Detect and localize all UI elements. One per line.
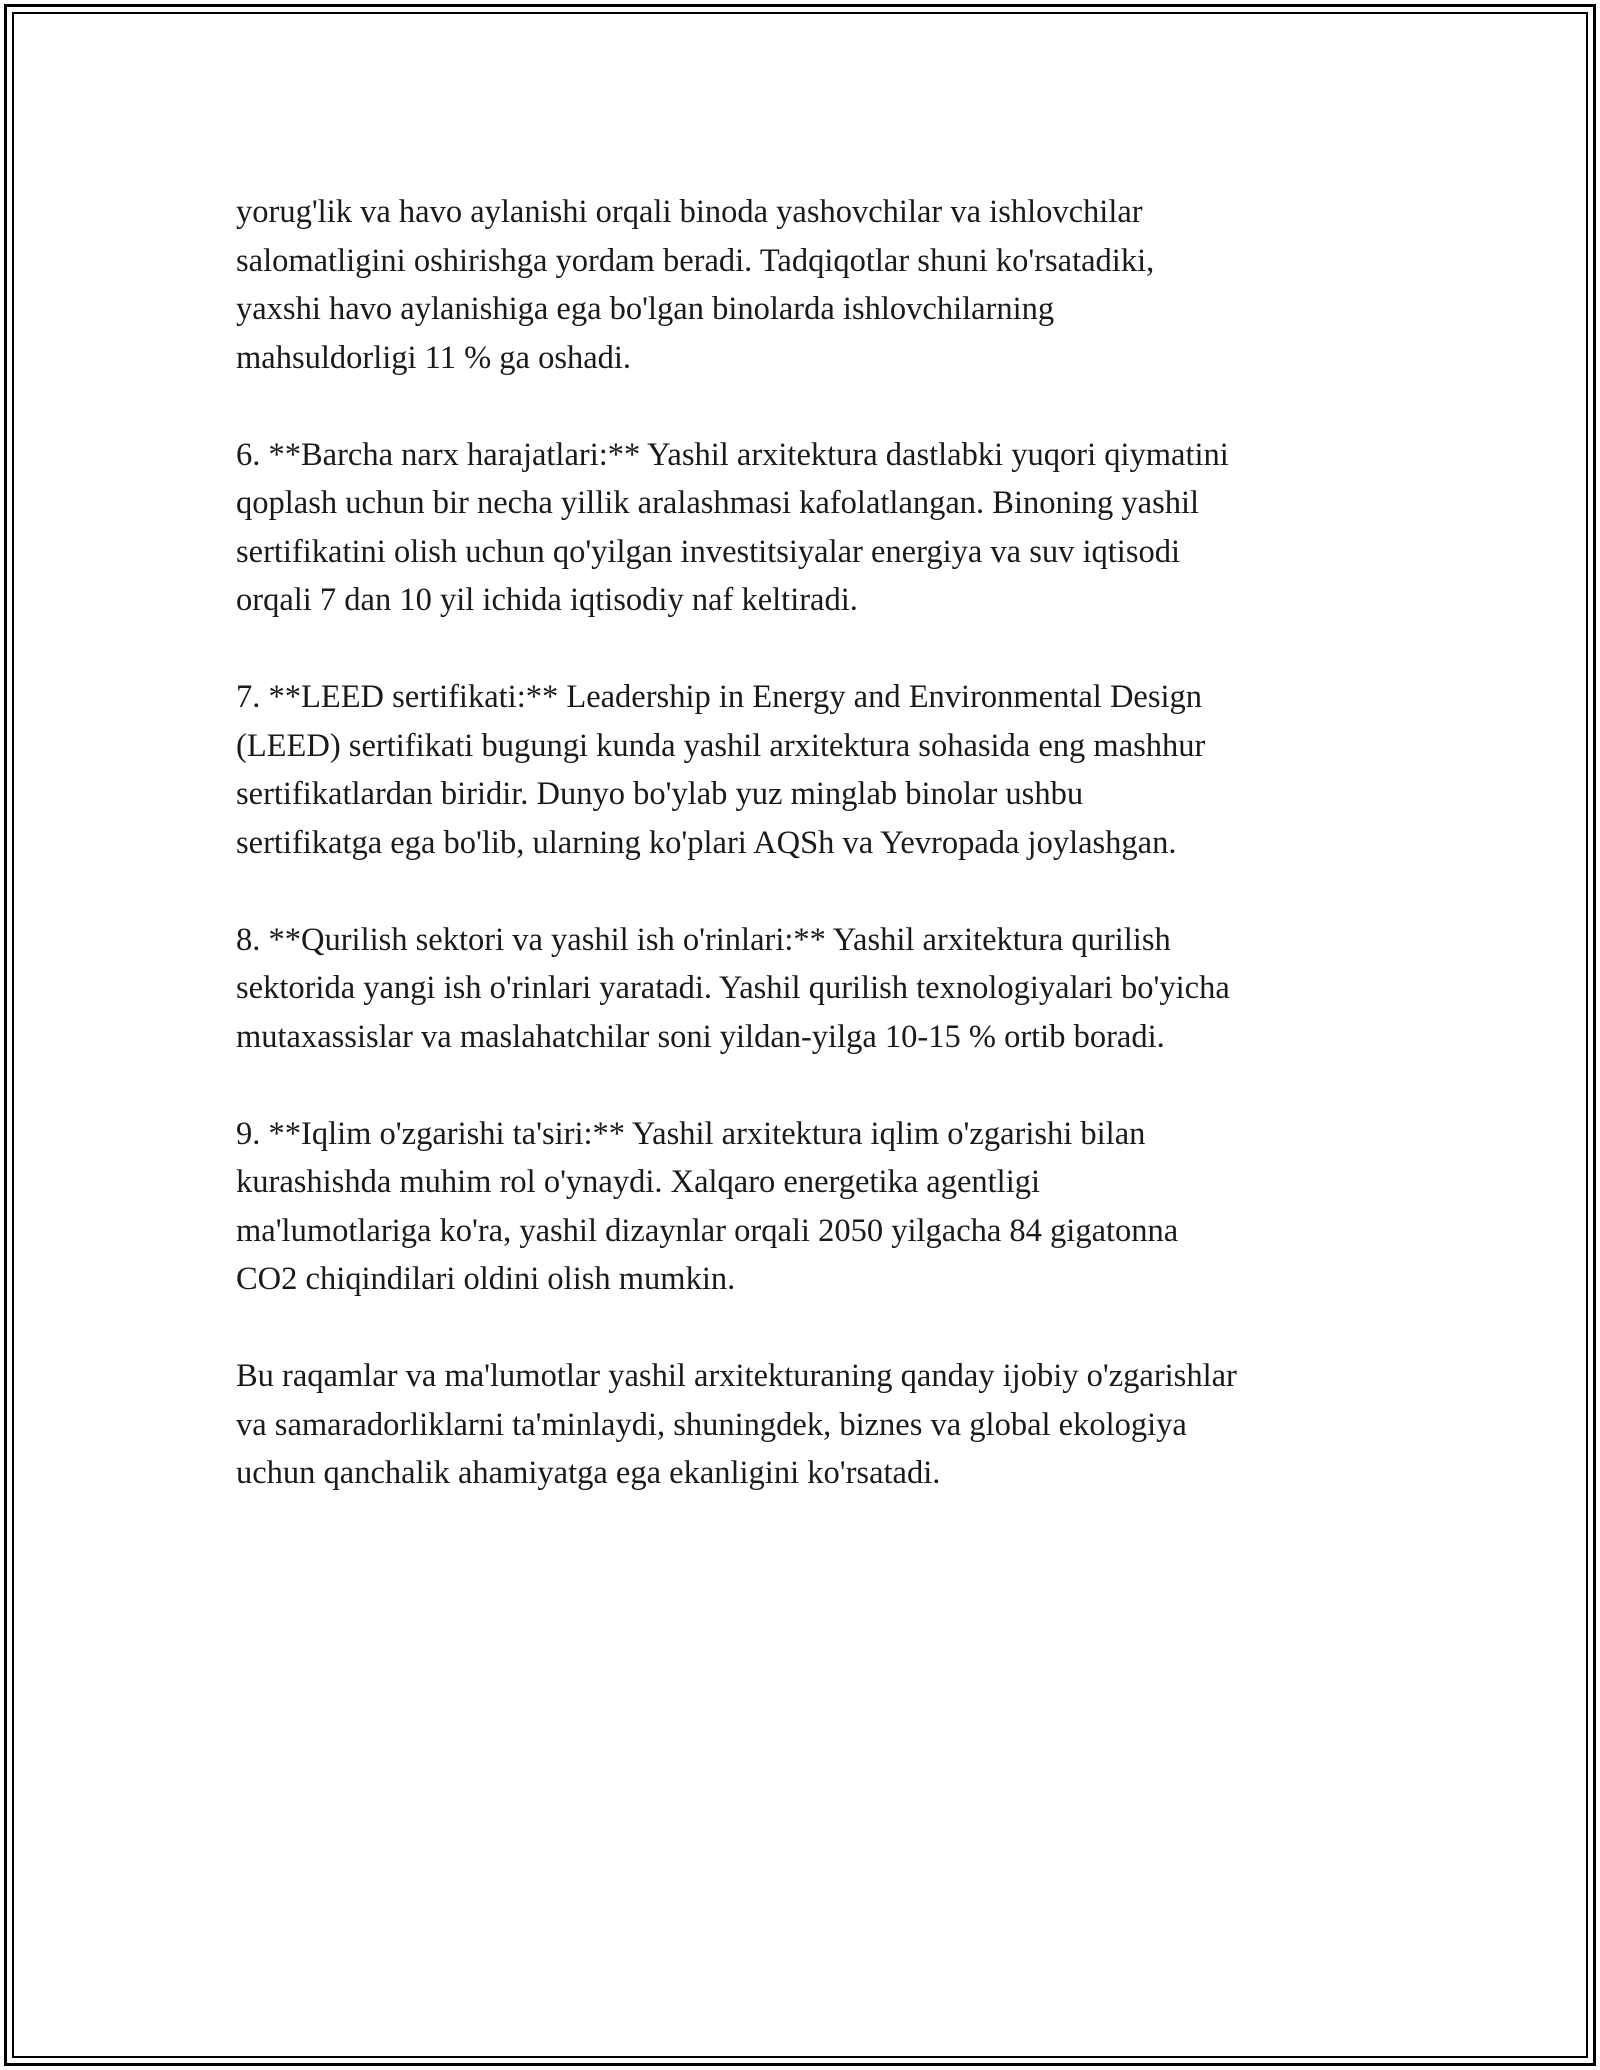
paragraph-item-8 [236, 916, 1386, 1062]
text-line: uchun qanchalik ahamiyatga ega ekanligini ko'rsatadi. [236, 1455, 941, 1491]
text-line: CO2 chiqindilari oldini olish mumkin. [236, 1261, 736, 1297]
text-line: qoplash uchun bir necha yillik aralashmasi kafolatlangan. Binoning yashil [236, 485, 1200, 521]
document-body [236, 188, 1386, 1546]
text-line: salomatligini oshirishga yordam beradi. Tadqiqotlar shuni ko'rsatadiki, [236, 242, 1155, 279]
paragraph-intro-continuation [236, 188, 1386, 382]
text-line: yorug'lik va havo aylanishi orqali binoda yashovchilar va ishlovchilar [236, 194, 1143, 230]
paragraph-item-6 [236, 431, 1386, 625]
paragraph-conclusion [236, 1352, 1386, 1498]
text-line: sertifikatlardan biridir. Dunyo bo'ylab yuz minglab binolar ushbu [236, 776, 1084, 812]
text-line: sertifikatga ega bo'lib, ularning ko'plari AQSh va Yevropada joylashgan. [236, 824, 1177, 861]
text-line: 8. **Qurilish sektori va yashil ish o'rinlari:** Yashil arxitektura qurilish [236, 921, 1171, 958]
text-line: (LEED) sertifikati bugungi kunda yashil arxitektura sohasida eng mashhur [236, 727, 1206, 764]
text-line: kurashishda muhim rol o'ynaydi. Xalqaro energetika agentligi [236, 1164, 1041, 1200]
text-line: mahsuldorligi 11 % ga oshadi. [236, 339, 632, 376]
paragraph-item-9 [236, 1110, 1386, 1304]
text-line: sertifikatini olish uchun qo'yilgan investitsiyalar energiya va suv iqtisodi [236, 533, 1180, 570]
text-line: va samaradorliklarni ta'minlaydi, shuningdek, biznes va global ekologiya [236, 1406, 1187, 1443]
text-line: 7. **LEED sertifikati:** Leadership in Energy and Environmental Design [236, 679, 1203, 715]
text-line: 9. **Iqlim o'zgarishi ta'siri:** Yashil arxitektura iqlim o'zgarishi bilan [236, 1115, 1146, 1152]
text-line: 6. **Barcha narx harajatlari:** Yashil arxitektura dastlabki yuqori qiymatini [236, 436, 1229, 473]
text-line: Bu raqamlar va ma'lumotlar yashil arxitekturaning qanday ijobiy o'zgarishlar [236, 1358, 1237, 1394]
text-line: yaxshi havo aylanishiga ega bo'lgan binolarda ishlovchilarning [236, 291, 1055, 327]
text-line: ma'lumotlariga ko'ra, yashil dizaynlar orqali 2050 yilgacha 84 gigatonna [236, 1212, 1179, 1249]
paragraph-item-7 [236, 673, 1386, 867]
text-line: mutaxassislar va maslahatchilar soni yildan-yilga 10-15 % ortib boradi. [236, 1018, 1165, 1055]
text-line: sektorida yangi ish o'rinlari yaratadi. Yashil qurilish texnologiyalari bo'yicha [236, 970, 1230, 1006]
text-line: orqali 7 dan 10 yil ichida iqtisodiy naf keltiradi. [236, 582, 858, 618]
